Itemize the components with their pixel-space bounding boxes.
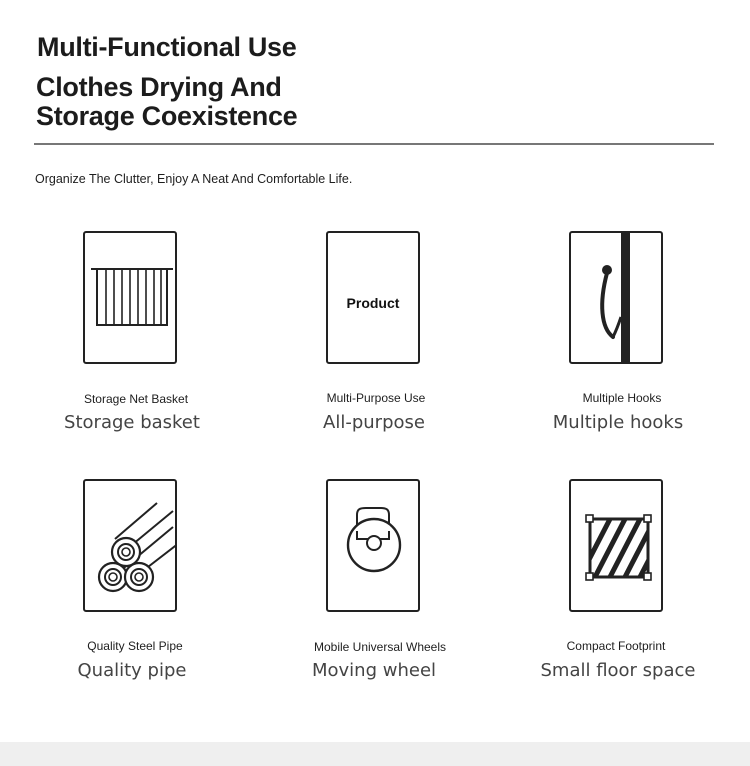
feature-label-steel-pipe: Quality Steel Pipe (87, 639, 183, 653)
feature-label-wheels: Mobile Universal Wheels (313, 640, 447, 654)
footprint-icon (571, 481, 661, 610)
feature-big-label-small-floor-space: Small floor space (540, 660, 696, 681)
steel-pipe-icon (85, 481, 175, 610)
storage-basket-icon (85, 233, 175, 362)
feature-label-multiple-hooks: Multiple Hooks (582, 391, 662, 405)
feature-card-steel-pipe (83, 479, 177, 612)
page-title-line2: Clothes Drying And Storage Coexistence (36, 72, 298, 131)
hook-icon (571, 233, 661, 362)
feature-card-footprint (569, 479, 663, 612)
feature-big-label-multiple-hooks: Multiple hooks (552, 412, 684, 433)
feature-label-compact-footprint: Compact Footprint (566, 639, 666, 653)
feature-card-wheels (326, 479, 420, 612)
wheel-icon (328, 481, 418, 610)
feature-big-label-all-purpose: All-purpose (323, 412, 425, 433)
page-title-line1: Multi-Functional Use (37, 32, 297, 62)
feature-card-storage-basket (83, 231, 177, 364)
feature-label-storage-basket: Storage Net Basket (83, 392, 189, 406)
footer-bar (0, 742, 750, 766)
title-divider (34, 143, 714, 145)
feature-big-label-moving-wheel: Moving wheel (311, 660, 437, 681)
feature-label-multi-purpose: Multi-Purpose Use (326, 391, 426, 405)
feature-big-label-storage-basket: Storage basket (64, 412, 200, 433)
feature-card-product (326, 231, 420, 364)
page-subtitle: Organize The Clutter, Enjoy A Neat And Comfortable Life. (35, 172, 353, 186)
product-icon-text: Product (346, 295, 400, 311)
feature-big-label-quality-pipe: Quality pipe (77, 660, 187, 681)
feature-card-hooks (569, 231, 663, 364)
